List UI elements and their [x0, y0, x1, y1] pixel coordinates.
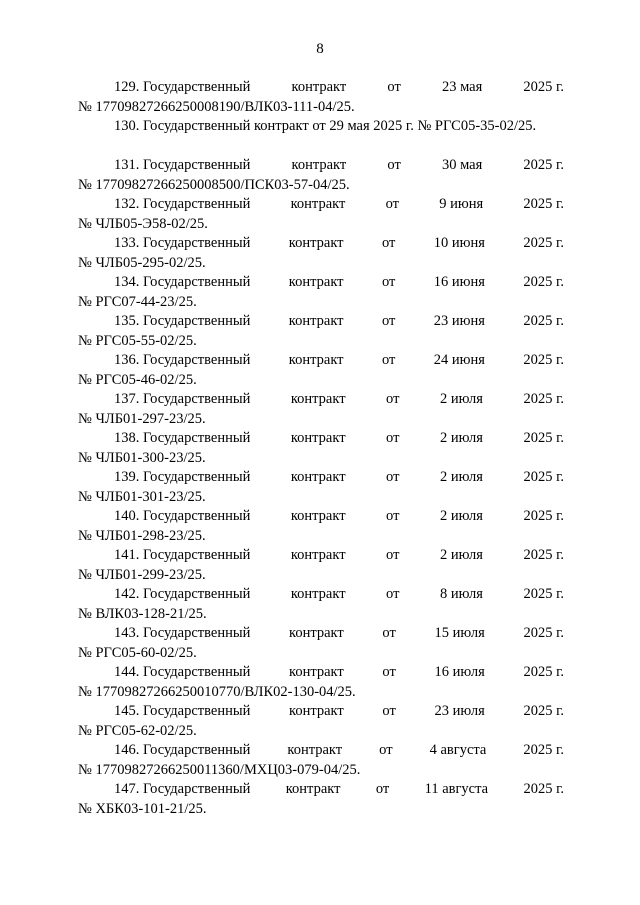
contract-line-1: [78, 702, 564, 722]
contract-word: 2025 г.: [523, 742, 564, 758]
contract-item: [78, 390, 564, 429]
contract-word: 2025 г.: [523, 703, 564, 719]
contract-line-1: [78, 312, 564, 332]
contract-word: 142. Государственный: [114, 586, 251, 602]
contract-word: 2025 г.: [523, 469, 564, 485]
contract-line-1: [78, 429, 564, 449]
contract-number: № ЧЛБ01-300-23/25.: [78, 449, 206, 466]
contract-number: № РГС05-46-02/25.: [78, 371, 197, 388]
contract-word: 10 июня: [433, 235, 485, 251]
contract-word: от: [381, 352, 396, 368]
contract-number: № 17709827266250008500/ПСК03-57-04/25.: [78, 176, 350, 193]
contract-item: [78, 507, 564, 546]
contract-word: 23 июля: [434, 703, 485, 719]
contract-word: 2025 г.: [523, 430, 564, 446]
contract-word: контракт: [287, 742, 343, 758]
contract-word: 2025 г.: [523, 508, 564, 524]
contract-word: от: [382, 664, 396, 680]
contract-word: 23 мая: [441, 79, 483, 95]
contract-word: контракт: [290, 469, 346, 485]
contract-word: от: [387, 79, 401, 95]
contract-word: 30 мая: [441, 157, 483, 173]
contract-word: 145. Государственный: [114, 703, 251, 719]
contract-word: 16 июня: [433, 274, 485, 290]
contract-item: [78, 741, 564, 780]
contract-word: 2025 г.: [523, 781, 564, 797]
contract-word: 9 июня: [439, 196, 484, 212]
contract-line-1: [78, 390, 564, 410]
contract-word: от: [375, 781, 390, 797]
contract-number: № ЧЛБ01-299-23/25.: [78, 566, 206, 583]
contract-word: контракт: [289, 625, 344, 641]
contract-word: от: [386, 547, 400, 563]
contract-word: от: [386, 469, 400, 485]
contract-word: 15 июля: [434, 625, 485, 641]
contract-number: № РГС05-55-02/25.: [78, 332, 197, 349]
contract-word: контракт: [288, 313, 344, 329]
contract-word: контракт: [290, 547, 346, 563]
contract-word: 2025 г.: [523, 313, 564, 329]
contract-word: 137. Государственный: [114, 391, 251, 407]
contract-word: от: [386, 508, 400, 524]
contract-item: [78, 702, 564, 741]
contract-word: 134. Государственный: [114, 274, 251, 290]
contract-number: № ЧЛБ01-298-23/25.: [78, 527, 206, 544]
contract-item: [78, 78, 564, 117]
contract-word: 2025 г.: [523, 79, 564, 95]
contract-word: 2025 г.: [523, 235, 564, 251]
contract-line-1: [78, 78, 564, 98]
contract-number: № ЧЛБ01-297-23/25.: [78, 410, 206, 427]
contract-word: 144. Государственный: [114, 664, 251, 680]
contract-word: от: [381, 274, 396, 290]
contract-word: 2025 г.: [523, 664, 564, 680]
contract-line-1: [78, 195, 564, 215]
contract-word: от: [386, 586, 400, 602]
contract-item: [78, 156, 564, 195]
contract-word: 147. Государственный: [114, 781, 251, 797]
contract-word: контракт: [289, 664, 344, 680]
contract-number: № 17709827266250011360/МХЦ03-079-04/25.: [78, 761, 361, 778]
contract-word: от: [382, 625, 396, 641]
contract-line-1: [78, 273, 564, 293]
contract-word: 23 июня: [433, 313, 485, 329]
contract-line-1: [78, 468, 564, 488]
contract-word: 135. Государственный: [114, 313, 251, 329]
contract-word: 2025 г.: [523, 586, 564, 602]
contract-word: 11 августа: [424, 781, 489, 797]
contract-item: [78, 585, 564, 624]
contract-line-1: [78, 663, 564, 683]
contract-word: контракт: [288, 274, 344, 290]
contract-word: от: [382, 703, 396, 719]
contract-word: 2025 г.: [523, 625, 564, 641]
contract-line-1: [78, 741, 564, 761]
contract-word: 139. Государственный: [114, 469, 251, 485]
contract-word: 2025 г.: [523, 196, 564, 212]
contract-line-1: [78, 585, 564, 605]
contract-line-1: [78, 546, 564, 566]
contract-line-1: [78, 507, 564, 527]
contract-word: контракт: [290, 391, 346, 407]
contract-item: [78, 117, 564, 156]
contract-item: [78, 780, 564, 819]
contract-item: [78, 351, 564, 390]
contract-word: контракт: [288, 352, 344, 368]
contract-word: контракт: [291, 157, 347, 173]
contract-number: № РГС07-44-23/25.: [78, 293, 197, 310]
contract-word: от: [381, 235, 396, 251]
contract-word: 16 июля: [434, 664, 485, 680]
contract-number: № ЧЛБ05-295-02/25.: [78, 254, 206, 271]
contract-item: [78, 663, 564, 702]
contract-word: от: [379, 742, 393, 758]
contract-word: 141. Государственный: [114, 547, 251, 563]
contract-number: № 17709827266250010770/ВЛК02-130-04/25.: [78, 683, 356, 700]
contract-list: [78, 78, 564, 819]
page-number: 8: [316, 41, 324, 57]
contract-word: от: [385, 196, 399, 212]
contract-item: [78, 468, 564, 507]
contract-item: [78, 312, 564, 351]
contract-word: 2 июля: [439, 547, 483, 563]
contract-word: от: [387, 157, 401, 173]
contract-number: № 17709827266250008190/ВЛК03-111-04/25.: [78, 98, 355, 115]
contract-item: [78, 546, 564, 585]
contract-word: контракт: [291, 79, 347, 95]
contract-word: контракт: [290, 508, 346, 524]
contract-number: № ВЛК03-128-21/25.: [78, 605, 207, 622]
contract-word: 140. Государственный: [114, 508, 251, 524]
contract-word: 2025 г.: [523, 157, 564, 173]
contract-word: контракт: [288, 235, 344, 251]
contract-word: 2025 г.: [523, 352, 564, 368]
contract-word: от: [386, 430, 400, 446]
contract-line-1: [78, 780, 564, 800]
contract-word: 133. Государственный: [114, 235, 251, 251]
contract-word: 146. Государственный: [114, 742, 251, 758]
contract-item: [78, 234, 564, 273]
contract-word: контракт: [290, 430, 346, 446]
contract-line-1: [78, 624, 564, 644]
contract-word: 2025 г.: [523, 274, 564, 290]
contract-word: контракт: [289, 703, 344, 719]
contract-word: 138. Государственный: [114, 430, 251, 446]
contract-item: [78, 195, 564, 234]
contract-line-1: [78, 234, 564, 254]
contract-word: 2 июля: [439, 391, 483, 407]
contract-word: 2 июля: [439, 508, 483, 524]
contract-word: 131. Государственный: [114, 157, 251, 173]
contract-word: контракт: [290, 586, 346, 602]
contract-word: контракт: [285, 781, 341, 797]
contract-word: от: [386, 391, 400, 407]
contract-number: № РГС05-60-02/25.: [78, 644, 197, 661]
contract-item: [78, 624, 564, 663]
contract-word: 2025 г.: [523, 547, 564, 563]
contract-word: от: [381, 313, 396, 329]
contract-word: 136. Государственный: [114, 352, 251, 368]
contract-number: № ЧЛБ01-301-23/25.: [78, 488, 206, 505]
contract-number: № ХБК03-101-21/25.: [78, 800, 207, 817]
contract-word: 2 июля: [439, 469, 483, 485]
contract-word: 24 июня: [433, 352, 485, 368]
contract-number: № ЧЛБ05-Э58-02/25.: [78, 215, 208, 232]
contract-item: [78, 429, 564, 468]
contract-line: 130. Государственный контракт от 29 мая 2025 г. № РГС05-35-02/25.: [114, 118, 537, 134]
contract-word: 8 июля: [439, 586, 483, 602]
contract-word: 2025 г.: [523, 391, 564, 407]
contract-word: 2 июля: [439, 430, 483, 446]
contract-number: № РГС05-62-02/25.: [78, 722, 197, 739]
contract-word: контракт: [290, 196, 346, 212]
contract-line-1: [78, 156, 564, 176]
contract-word: 4 августа: [429, 742, 487, 758]
contract-word: 143. Государственный: [114, 625, 251, 641]
contract-word: 129. Государственный: [114, 79, 251, 95]
contract-word: 132. Государственный: [114, 196, 251, 212]
contract-item: [78, 273, 564, 312]
contract-line-1: [78, 351, 564, 371]
